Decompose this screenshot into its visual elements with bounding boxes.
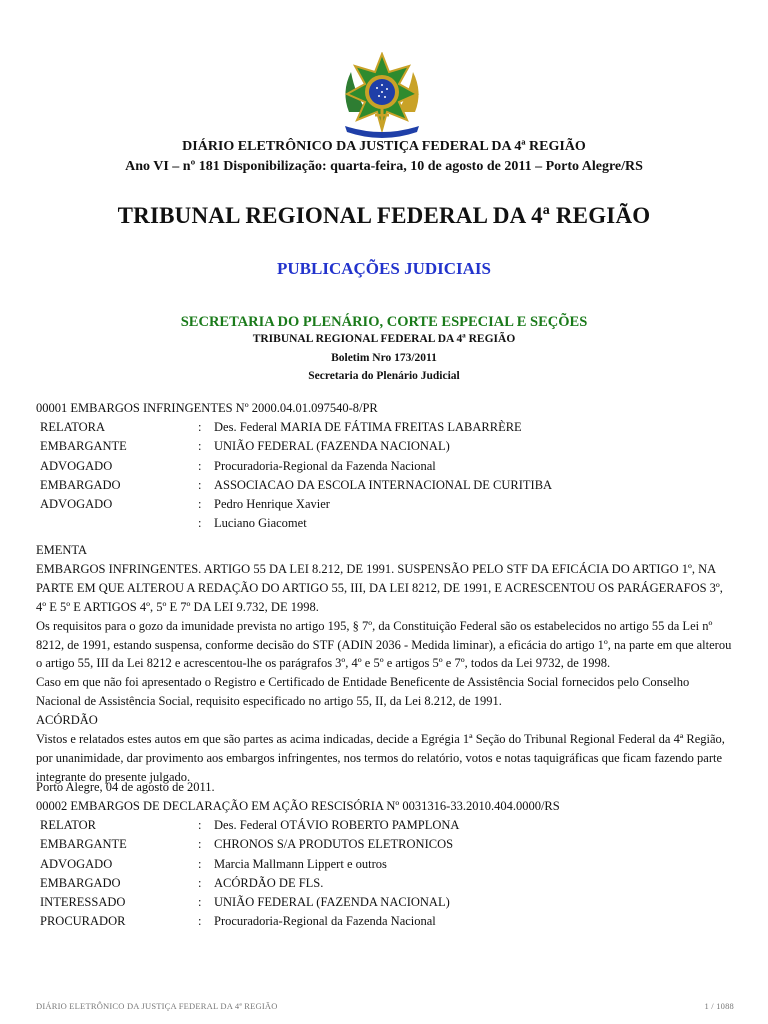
party-role: EMBARGADO: [40, 477, 121, 492]
party-role: EMBARGANTE: [40, 837, 127, 852]
party-role: ADVOGADO: [40, 856, 113, 871]
section-title: PUBLICAÇÕES JUDICIAIS: [277, 259, 491, 278]
sub-secretariat: Secretaria do Plenário Judicial: [308, 370, 460, 382]
ementa-paragraph: Os requisitos para o gozo da imunidade prevista no artigo 195, § 7º, da Constituição Federal são os estabelecidos no artigo 55 da Lei nº 8212, de 1991, estando suspensa, conforme decisão do STF (ADIN 2036 - Medida liminar), a eficácia do artigo 1º, na parte em que alterou o artigo 55, III da Lei 8212 e acrescentou-lhe os parágrafos 3º, 4º e 5º e artigos 5º e 7º, todos da Lei 9732, de 1998.: [36, 618, 732, 671]
party-role: EMBARGADO: [40, 875, 121, 890]
party-name: Des. Federal MARIA DE FÁTIMA FREITAS LABARRÈRE: [214, 420, 522, 434]
party-colon: :: [198, 516, 202, 531]
party-role: PROCURADOR: [40, 914, 126, 929]
party-colon: :: [198, 837, 202, 852]
sub-court-title: TRIBUNAL REGIONAL FEDERAL DA 4ª REGIÃO: [252, 333, 516, 345]
party-name: Marcia Mallmann Lippert e outros: [214, 856, 387, 871]
ementa-paragraph: Caso em que não foi apresentado o Registro e Certificado de Entidade Beneficente de Assistência Social fornecidos pelo Conselho Nacional de Assistência Social, requisito especificado no artigo 55, II, da Lei 8.212, de 1991.: [36, 675, 690, 709]
bulletin-number: Boletim Nro 173/2011: [331, 352, 437, 364]
page-number: 1 / 1088: [704, 1001, 734, 1011]
party-name: UNIÃO FEDERAL (FAZENDA NACIONAL): [214, 439, 450, 454]
party-role: RELATOR: [40, 818, 97, 832]
closing-date: Porto Alegre, 04 de agosto de 2011.: [36, 780, 215, 794]
ementa-heading: EMENTA: [36, 543, 88, 557]
party-colon: :: [198, 477, 202, 492]
party-name: Procuradoria-Regional da Fazenda Nacional: [214, 458, 436, 473]
party-role: RELATORA: [40, 420, 106, 434]
party-colon: :: [198, 895, 202, 910]
party-name: Procuradoria-Regional da Fazenda Nacional: [214, 914, 436, 929]
ementa-summary: EMBARGOS INFRINGENTES. ARTIGO 55 DA LEI 8.212, DE 1991. SUSPENSÃO PELO STF DA EFICÁCIA DO ARTIGO 1º, NA PARTE EM QUE ALTEROU A REDAÇÃO DO ARTIGO 55, III, DA LEI 8212, DE 1991, E ACRESCENTOU OS PARÁGERAFOS 3º, 4º E 5º E ARTIGOS 4º, 5º E 7º DA LEI 9.732, DE 1998.: [36, 561, 723, 614]
party-name: ASSOCIACAO DA ESCOLA INTERNACIONAL DE CURITIBA: [214, 477, 553, 492]
party-colon: :: [198, 875, 202, 890]
acordao-heading: ACÓRDÃO: [36, 713, 98, 728]
party-colon: :: [198, 458, 202, 473]
party-name: Luciano Giacomet: [214, 516, 307, 531]
party-role: ADVOGADO: [40, 497, 113, 512]
footer-journal-name: DIÁRIO ELETRÔNICO DA JUSTIÇA FEDERAL DA 4ª REGIÃO: [36, 1001, 278, 1011]
case-title: 00002 EMBARGOS DE DECLARAÇÃO EM AÇÃO RESCISÓRIA Nº 0031316-33.2010.404.0000/RS: [36, 799, 560, 813]
party-role: EMBARGANTE: [40, 439, 127, 454]
party-name: ACÓRDÃO DE FLS.: [214, 875, 324, 890]
brazil-coat-of-arms-icon: [337, 52, 427, 138]
secretariat-title: SECRETARIA DO PLENÁRIO, CORTE ESPECIAL E SEÇÕES: [180, 314, 588, 330]
party-colon: :: [198, 914, 202, 929]
party-colon: :: [198, 439, 202, 454]
party-colon: :: [198, 497, 202, 512]
journal-title: DIÁRIO ELETRÔNICO DA JUSTIÇA FEDERAL DA 4ª REGIÃO: [182, 139, 586, 154]
case-body: [36, 541, 736, 787]
party-colon: :: [198, 818, 202, 832]
party-colon: :: [198, 420, 202, 434]
journal-edition: Ano VI – nº 181 Disponibilização: quarta-feira, 10 de agosto de 2011 – Porto Alegre/RS: [125, 159, 643, 174]
court-title: TRIBUNAL REGIONAL FEDERAL DA 4ª REGIÃO: [117, 203, 651, 228]
party-name: Pedro Henrique Xavier: [214, 497, 330, 512]
party-role: INTERESSADO: [40, 895, 126, 910]
acordao-paragraph: Vistos e relatados estes autos em que são partes as acima indicadas, decide a Egrégia 1ª Seção do Tribunal Regional Federal da 4ª Região, por unanimidade, dar provimento aos embargos infringentes, nos termos do relatório, votos e notas taquigráficas que ficam fazendo parte integrante do presente julgado.: [36, 732, 725, 784]
party-name: UNIÃO FEDERAL (FAZENDA NACIONAL): [214, 895, 450, 910]
case-title: 00001 EMBARGOS INFRINGENTES Nº 2000.04.01.097540-8/PR: [36, 401, 378, 415]
party-name: CHRONOS S/A PRODUTOS ELETRONICOS: [214, 837, 454, 852]
party-role: ADVOGADO: [40, 458, 113, 473]
party-colon: :: [198, 856, 202, 871]
party-name: Des. Federal OTÁVIO ROBERTO PAMPLONA: [214, 818, 460, 832]
